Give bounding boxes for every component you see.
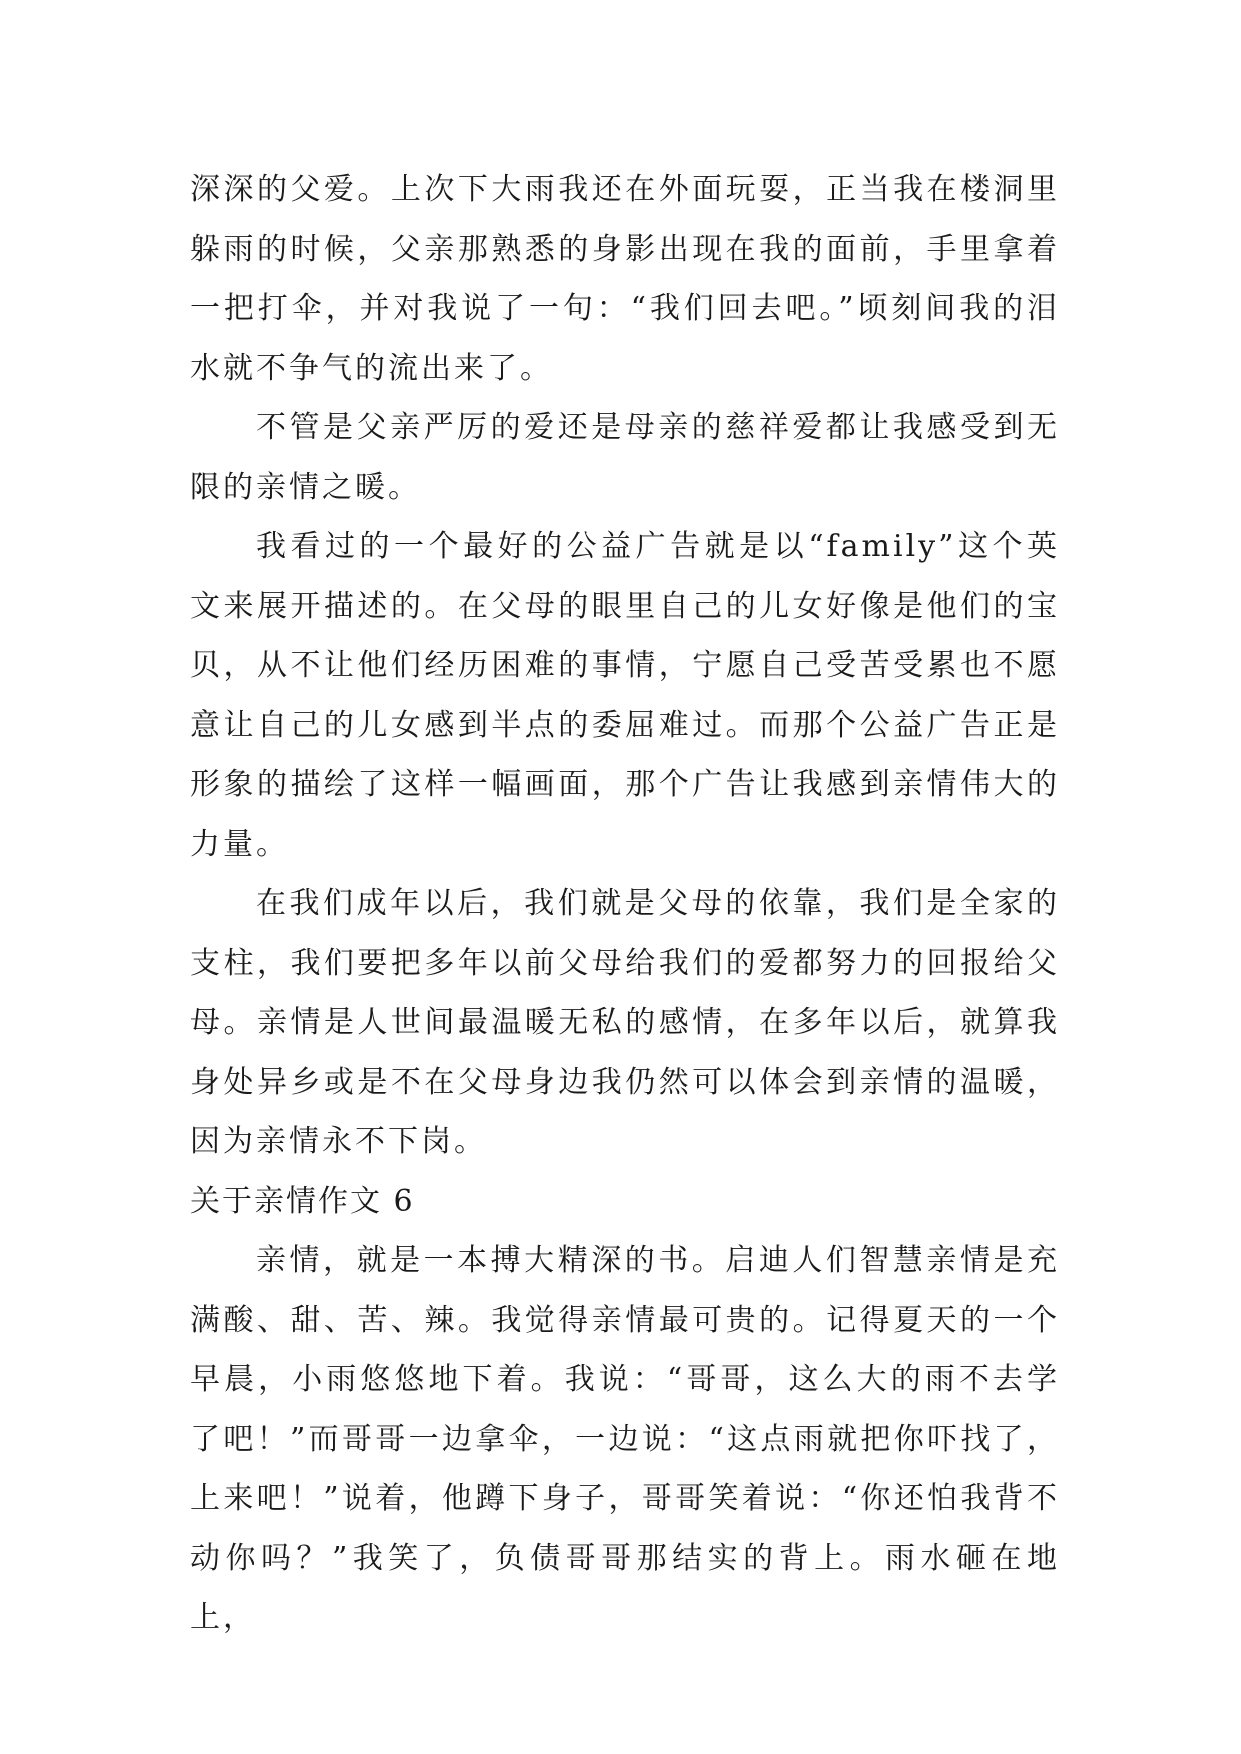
- paragraph-father-love: 深深的父爱。上次下大雨我还在外面玩耍，正当我在楼洞里躲雨的时候，父亲那熟悉的身影出现在我的面前，手里拿着一把打伞，并对我说了一句：“我们回去吧。”顷刻间我的泪水就不争气的流出来了。: [190, 172, 1060, 386]
- document-body: [190, 160, 1060, 1648]
- paragraph-brother: 亲情，就是一本搏大精深的书。启迪人们智慧亲情是充满酸、甜、苦、辣。我觉得亲情最可贵的。记得夏天的一个早晨，小雨悠悠地下着。我说：“哥哥，这么大的雨不去学了吧！”而哥哥一边拿伞，一边说：“这点雨就把你吓找了，上来吧！”说着，他蹲下身子，哥哥笑着说：“你还怕我背不动你吗？”我笑了，负债哥哥那结实的背上。雨水砸在地上，: [190, 1243, 1060, 1635]
- paragraph-adulthood: 在我们成年以后，我们就是父母的依靠，我们是全家的支柱，我们要把多年以前父母给我们的爱都努力的回报给父母。亲情是人世间最温暖无私的感情，在多年以后，就算我身处异乡或是不在父母身边我仍然可以体会到亲情的温暖，因为亲情永不下岗。: [190, 886, 1060, 1159]
- paragraph-parents-love: 不管是父亲严厉的爱还是母亲的慈祥爱都让我感受到无限的亲情之暖。: [190, 410, 1060, 505]
- paragraph-family-ad: 我看过的一个最好的公益广告就是以“family”这个英文来展开描述的。在父母的眼里自己的儿女好像是他们的宝贝，从不让他们经历困难的事情，宁愿自己受苦受累也不愿意让自己的儿女感到半点的委屈难过。而那个公益广告正是形象的描绘了这样一幅画面，那个广告让我感到亲情伟大的力量。: [190, 529, 1060, 862]
- section-heading: 关于亲情作文 6: [190, 1183, 415, 1219]
